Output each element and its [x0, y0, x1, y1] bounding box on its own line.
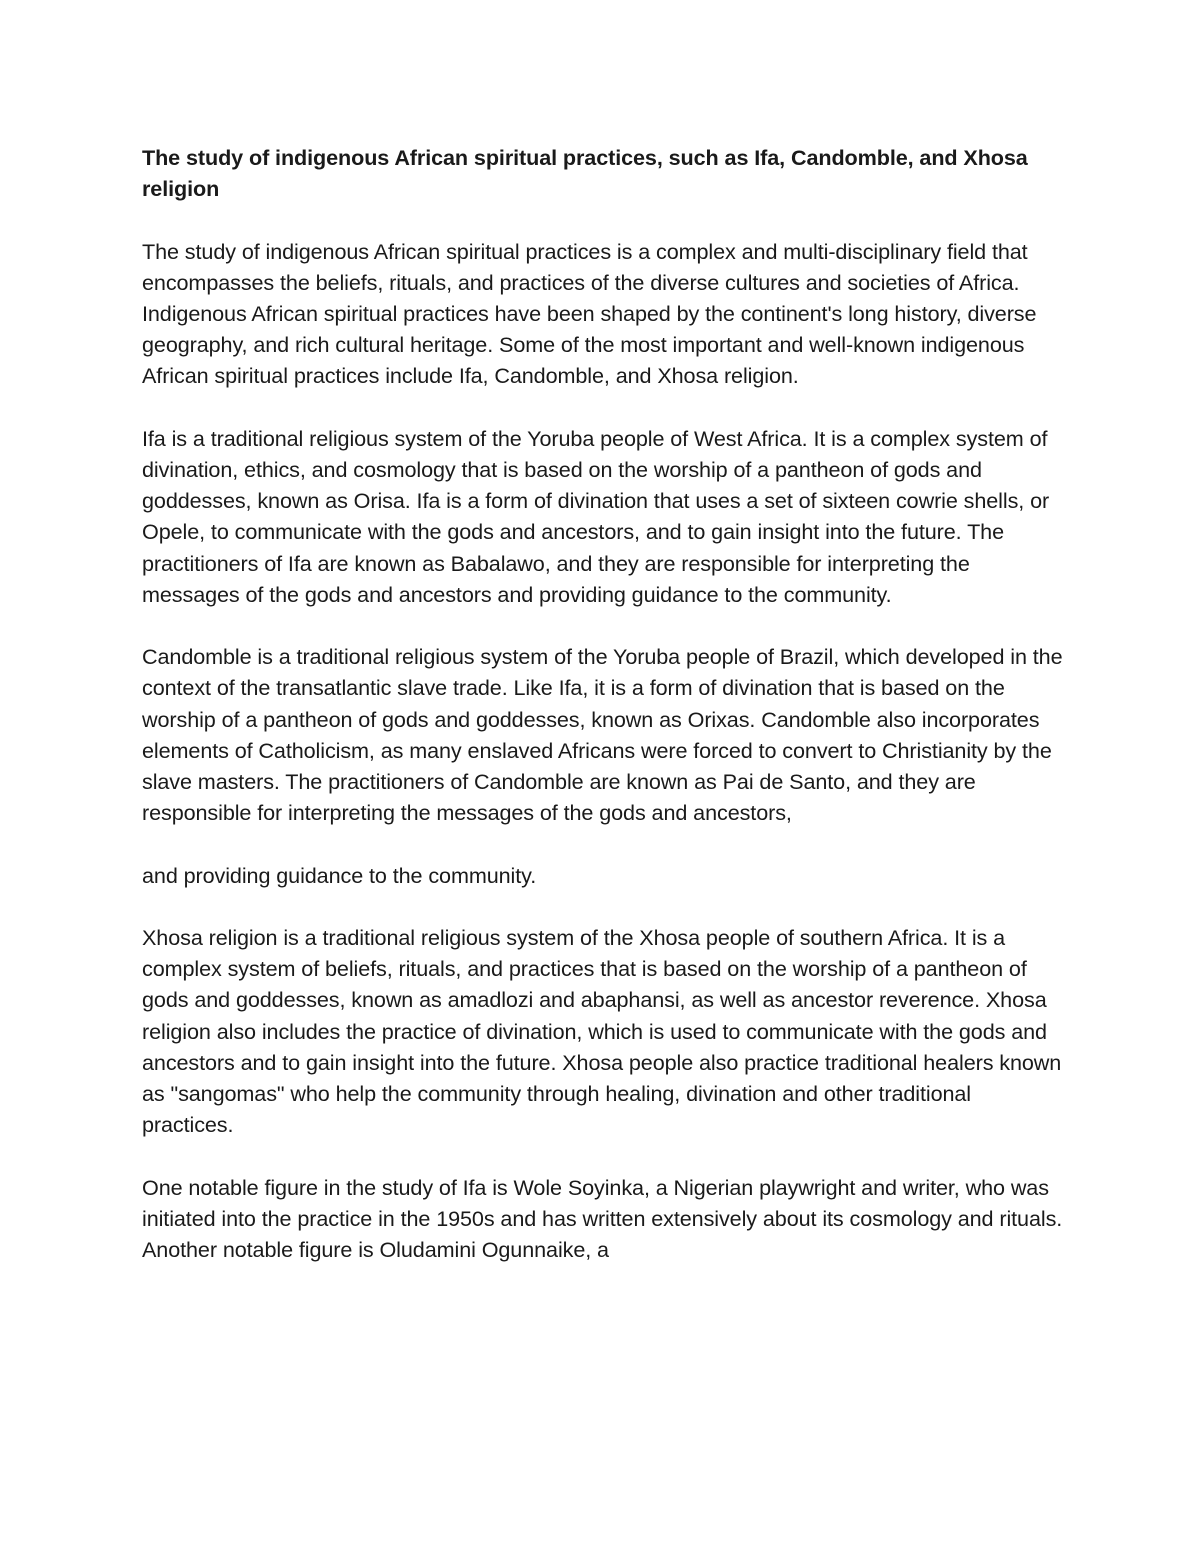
- document-body: [142, 142, 1067, 1265]
- paragraph-xhosa: Xhosa religion is a traditional religious system of the Xhosa people of southern Africa. It is a complex system of beliefs, rituals, and practices that is based on the worship of a pantheon of gods and goddesses, known as amadlozi and abaphansi, as well as ancestor reverence. Xhosa religion also includes the practice of divination, which is used to communicate with the gods and ancestors and to gain insight into the future. Xhosa people also practice traditional healers known as "sangomas" who help the community through healing, divination and other traditional practices.: [142, 925, 1062, 1138]
- paragraph-notable-figures: One notable figure in the study of Ifa is Wole Soyinka, a Nigerian playwright and writer, who was initiated into the practice in the 1950s and has written extensively about its cosmology and rituals. Another notable figure is Oludamini Ogunnaike, a: [142, 1174, 1063, 1263]
- paragraph-intro: The study of indigenous African spiritual practices is a complex and multi-disciplinary field that encompasses the beliefs, rituals, and practices of the diverse cultures and societies of Africa. Indigenous African spiritual practices have been shaped by the continent's long history, diverse geography, and rich cultural heritage. Some of the most important and well-known indigenous African spiritual practices include Ifa, Candomble, and Xhosa religion.: [142, 238, 1037, 389]
- document-title: The study of indigenous African spiritual practices, such as Ifa, Candomble, and Xhosa religion: [142, 145, 1028, 202]
- paragraph-candomble: Candomble is a traditional religious system of the Yoruba people of Brazil, which developed in the context of the transatlantic slave trade. Like Ifa, it is a form of divination that is based on the worship of a pantheon of gods and goddesses, known as Orixas. Candomble also incorporates elements of Catholicism, as many enslaved Africans were forced to convert to Christianity by the slave masters. The practitioners of Candomble are known as Pai de Santo, and they are responsible for interpreting the messages of the gods and ancestors,: [142, 644, 1063, 826]
- paragraph-candomble-continued: and providing guidance to the community.: [142, 862, 537, 888]
- paragraph-ifa: Ifa is a traditional religious system of the Yoruba people of West Africa. It is a complex system of divination, ethics, and cosmology that is based on the worship of a pantheon of gods and goddesses, known as Orisa. Ifa is a form of divination that uses a set of sixteen cowrie shells, or Opele, to communicate with the gods and ancestors, and to gain insight into the future. The practitioners of Ifa are known as Babalawo, and they are responsible for interpreting the messages of the gods and ancestors and providing guidance to the community.: [142, 425, 1050, 607]
